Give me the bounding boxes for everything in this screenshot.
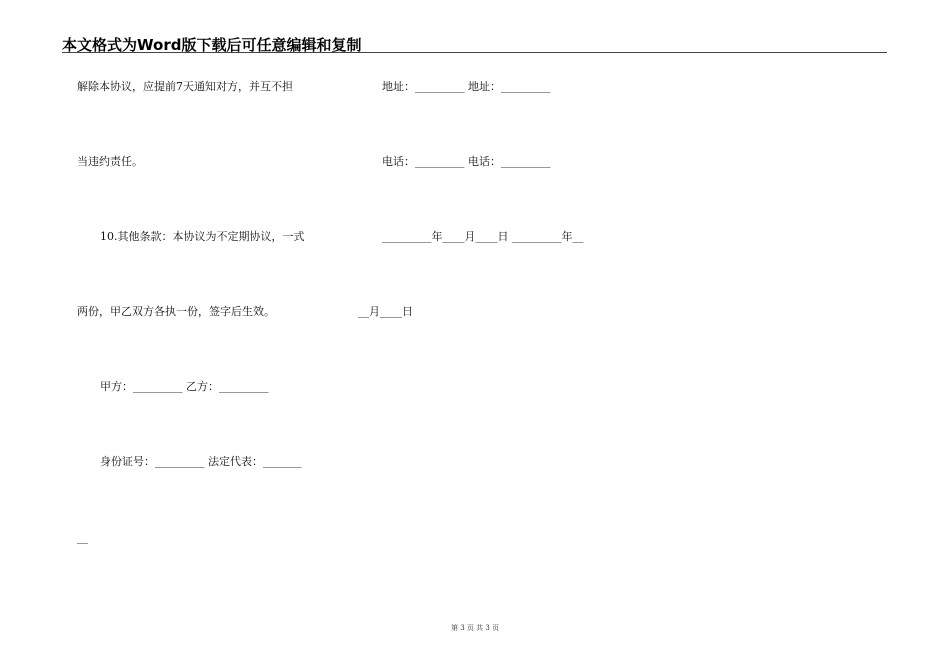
phone-line: 电话：_________ 电话：_________ (382, 155, 551, 168)
address-line: 地址：_________ 地址：_________ (382, 80, 551, 93)
left-column-line-2: 当违约责任。 (77, 155, 143, 168)
id-representative-line: 身份证号：_________ 法定代表：_______ (100, 455, 302, 468)
left-column-line-7: __ (77, 531, 88, 544)
page-header-title: 本文格式为Word版下载后可任意编辑和复制 (62, 36, 362, 54)
signature-party-line: 甲方：_________ 乙方：_________ (100, 380, 269, 393)
left-column-line-4: 两份，甲乙双方各执一份，签字后生效。 (77, 305, 275, 318)
left-column-line-3: 10.其他条款：本协议为不定期协议，一式 (100, 230, 305, 243)
date-line: _________年____月____日 _________年__ (382, 230, 584, 243)
page-number-footer: 第 3 页 共 3 页 (450, 624, 500, 632)
date-line-continued: __月____日 (358, 305, 413, 318)
header-divider (62, 52, 887, 53)
left-column-line-1: 解除本协议，应提前7天通知对方，并互不担 (77, 80, 293, 93)
